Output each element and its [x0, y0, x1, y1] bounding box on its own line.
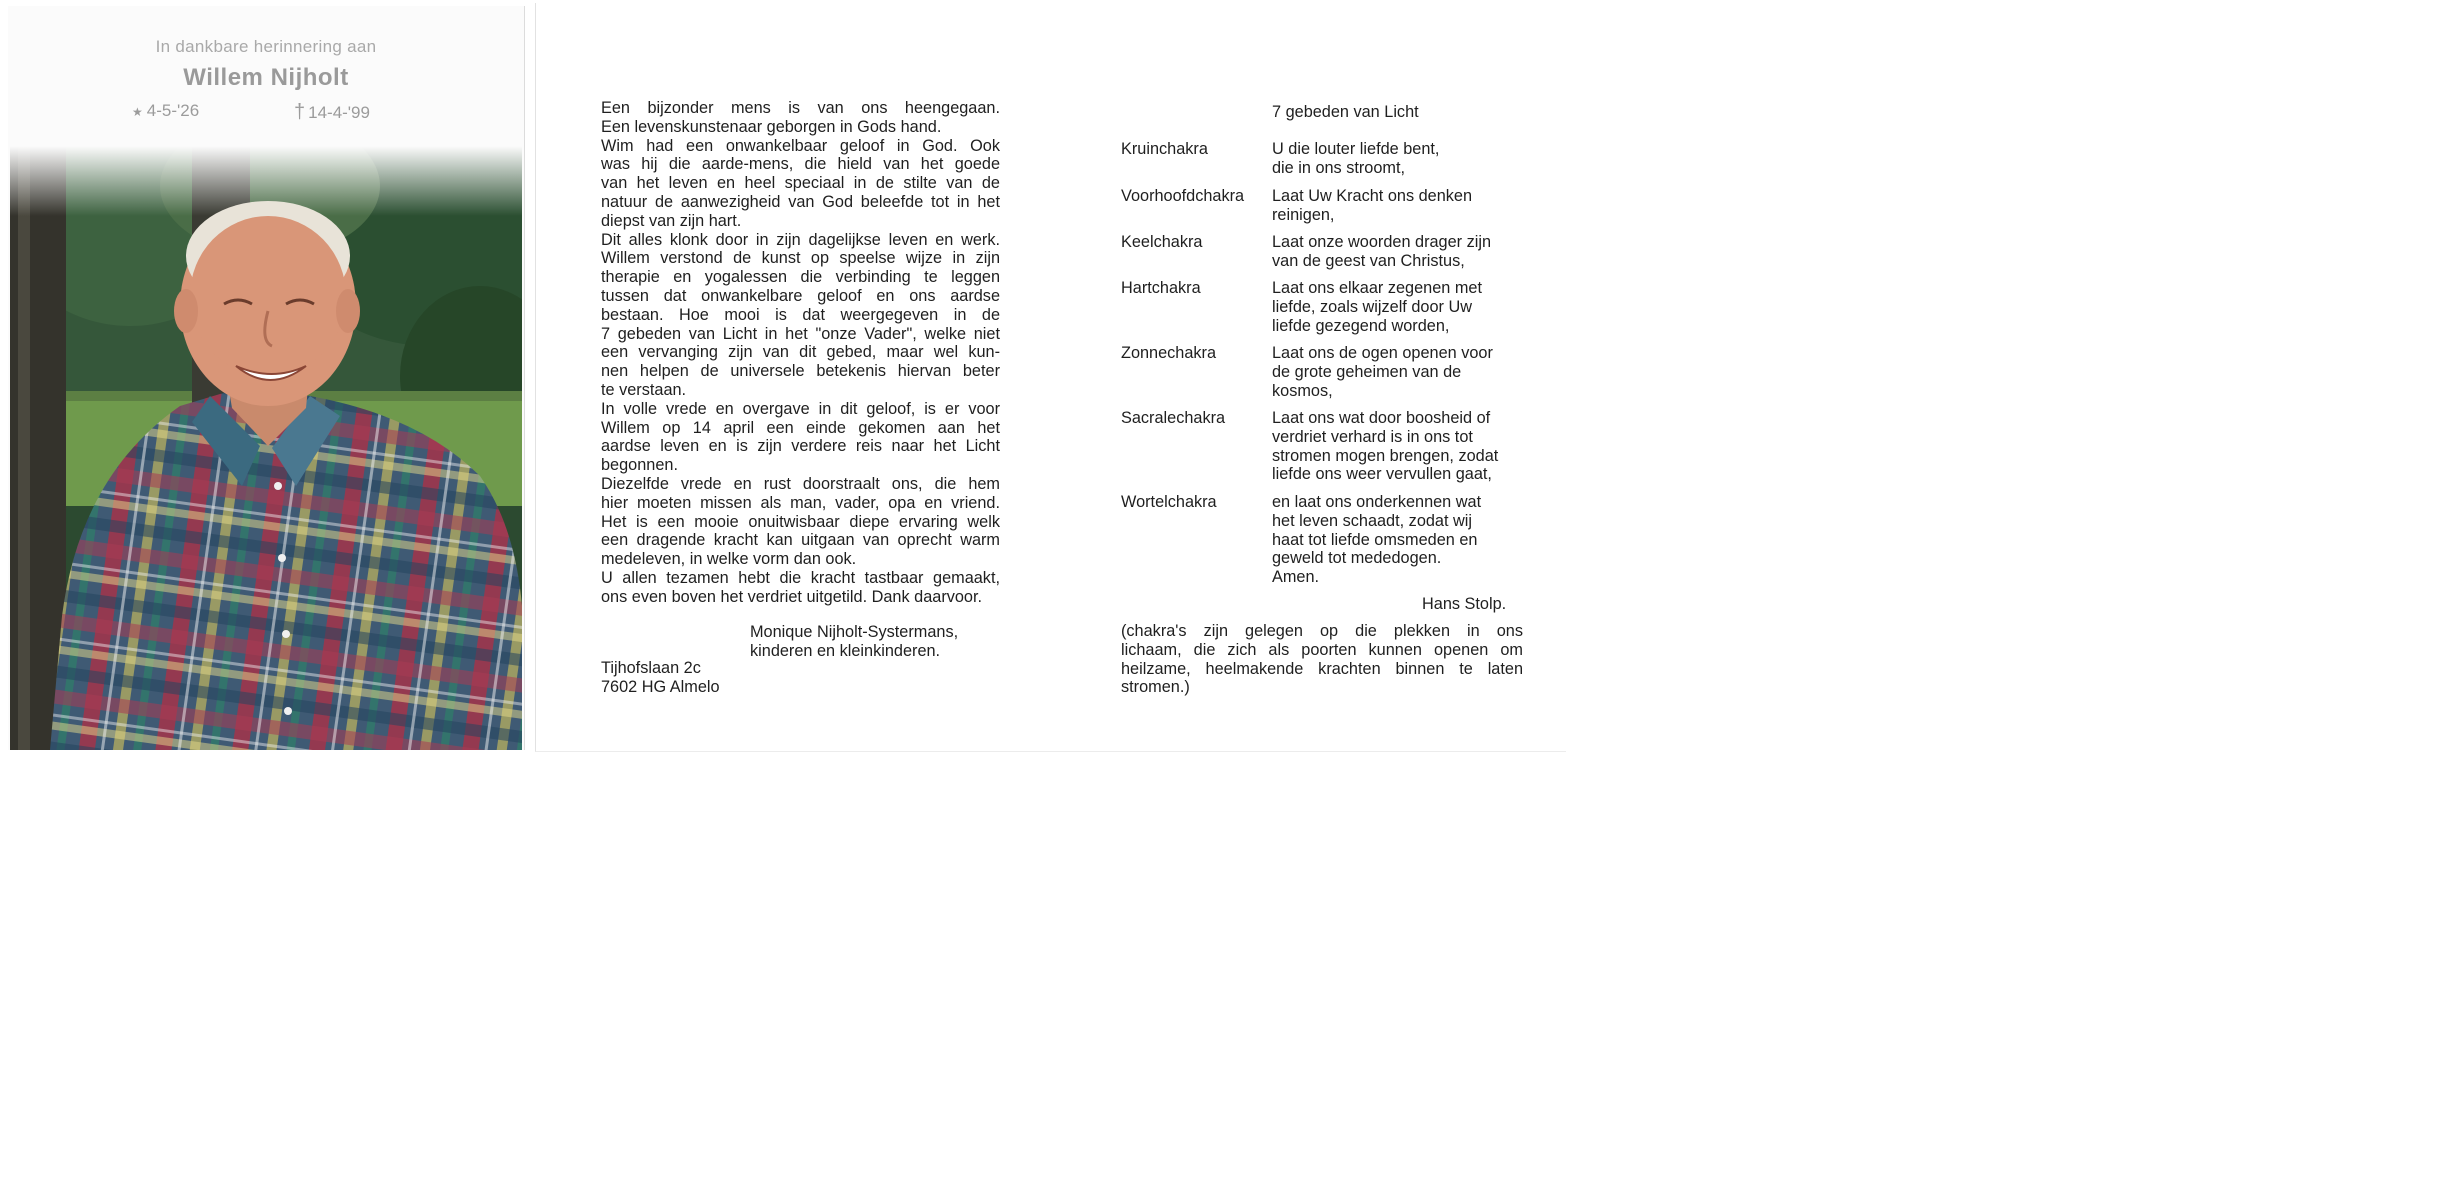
prayer-verse — [1272, 140, 1532, 178]
address-block — [601, 659, 801, 697]
text-line: Dit alles klonk door in zijn dagelijkse leven en werk. — [601, 230, 1000, 249]
text-line: begonnen. — [601, 456, 678, 475]
text-line: Een bijzonder mens is van ons heengegaan. — [601, 99, 1000, 117]
deceased-name: Willem Nijholt — [183, 64, 349, 91]
prayer-line: liefde gezegend worden, — [1272, 316, 1450, 335]
prayer-line: U die louter liefde bent, — [1272, 140, 1440, 158]
text-line: een vervanging zijn van dit gebed, maar wel kun- — [601, 343, 1000, 362]
text-line: Een levenskunstenaar geborgen in Gods hand. — [601, 117, 942, 136]
prayer-line: Laat onze woorden drager zijn — [1272, 233, 1492, 251]
text-line: therapie en yogalessen die verbinding te leggen — [601, 268, 1000, 287]
text-line: van het leven en heel speciaal in de stilte van de — [601, 174, 1000, 193]
note-line: (chakra's zijn gelegen op die plekken in ons — [1121, 622, 1523, 640]
prayer-line: reinigen, — [1272, 205, 1335, 224]
prayer-verse — [1272, 233, 1532, 271]
intro-text: In dankbare herinnering aan — [155, 37, 377, 56]
chakra-name: Hartchakra — [1121, 279, 1201, 297]
death-date-group — [294, 101, 370, 124]
text-line: 7 gebeden van Licht in het "onze Vader", welke niet — [601, 324, 1000, 343]
prayer-line: kosmos, — [1272, 381, 1333, 400]
text-line: te verstaan. — [601, 380, 687, 399]
prayer-verse — [1272, 344, 1532, 400]
prayer-author: Hans Stolp. — [1422, 595, 1507, 613]
chakra-name: Sacralechakra — [1121, 409, 1226, 427]
text-line: hier moeten missen als man, vader, opa en vriend. — [601, 493, 1000, 512]
text-line: medeleven, in welke vorm dan ook. — [601, 550, 857, 569]
text-line: aardse leven en is zijn verdere reis naar het Licht — [601, 437, 1000, 456]
portrait-photo — [10, 146, 522, 750]
chakra-name: Zonnechakra — [1121, 344, 1217, 362]
text-line: Willem op 14 april een einde gekomen aan het — [601, 418, 1000, 437]
prayer-line: verdriet verhard is in ons tot — [1272, 427, 1473, 446]
prayer-line: die in ons stroomt, — [1272, 158, 1406, 177]
text-line: diepst van zijn hart. — [601, 211, 742, 230]
birth-date-group — [132, 101, 199, 121]
prayer-line: Laat ons de ogen openen voor — [1272, 344, 1493, 362]
death-date: 14-4-'99 — [308, 103, 370, 122]
text-line: een dragende kracht kan uitgaan van oprecht warm — [601, 531, 1000, 550]
prayer-line: stromen mogen brengen, zodat — [1272, 446, 1499, 465]
prayer-line: geweld tot mededogen. — [1272, 549, 1442, 568]
prayer-verse — [1272, 279, 1532, 335]
text-line: was hij die aarde-mens, die hield van het goede — [601, 155, 1000, 174]
address-line: Tijhofslaan 2c — [601, 659, 701, 677]
prayer-line: Laat ons elkaar zegenen met — [1272, 279, 1482, 297]
prayer-line: het leven schaadt, zodat wij — [1272, 511, 1473, 530]
prayer-verse — [1272, 187, 1532, 225]
text-line: tussen dat onwankelbare geloof en ons aardse — [601, 286, 1000, 305]
prayer-title: 7 gebeden van Licht — [1272, 103, 1419, 121]
signature-line: Monique Nijholt-Systermans, — [750, 623, 959, 641]
cross-icon: † — [294, 101, 306, 123]
prayer-line: en laat ons onderkennen wat — [1272, 493, 1482, 511]
prayer-line: liefde, zoals wijzelf door Uw — [1272, 297, 1472, 316]
chakra-name: Voorhoofdchakra — [1121, 187, 1245, 205]
prayer-line: Laat ons wat door boosheid of — [1272, 409, 1491, 427]
prayer-line: Laat Uw Kracht ons denken — [1272, 187, 1473, 205]
address-line: 7602 HG Almelo — [601, 677, 720, 696]
prayer-verse — [1272, 409, 1532, 484]
note-line: stromen.) — [1121, 678, 1190, 697]
prayer-line: Amen. — [1272, 568, 1320, 587]
prayer-line: van de geest van Christus, — [1272, 251, 1465, 270]
note-line: lichaam, die zich als poorten kunnen openen om — [1121, 640, 1523, 659]
signature-block — [750, 623, 1010, 661]
text-line: nen helpen de universele betekenis hiervan beter — [601, 362, 1000, 381]
chakra-name: Wortelchakra — [1121, 493, 1217, 511]
note-line: heilzame, heelmakende krachten binnen te laten — [1121, 659, 1523, 678]
text-line: Wim had een onwankelbaar geloof in God. Ook — [601, 136, 1000, 155]
text-line: natuur de aanwezigheid van God beleefde tot in het — [601, 192, 1000, 211]
text-line: Willem verstond de kunst op speelse wijze in zijn — [601, 249, 1000, 268]
birth-date: 4-5-'26 — [146, 101, 200, 120]
chakra-name: Kruinchakra — [1121, 140, 1208, 158]
text-line: Diezelfde vrede en rust doorstraalt ons, die hem — [601, 474, 1000, 493]
text-line: Het is een mooie onuitwisbaar diepe ervaring welk — [601, 512, 1000, 531]
prayer-line: haat tot liefde omsmeden en — [1272, 530, 1478, 549]
memorial-card-front — [8, 6, 525, 750]
chakra-name: Keelchakra — [1121, 233, 1203, 251]
text-line: U allen tezamen hebt die kracht tastbaar gemaakt, — [601, 568, 1000, 587]
signature-line: kinderen en kleinkinderen. — [750, 641, 941, 660]
obituary-text — [601, 99, 1000, 607]
text-line: bestaan. Hoe mooi is dat weergegeven in de — [601, 305, 1000, 324]
text-line: ons even boven het verdriet uitgetild. Dank daarvoor. — [601, 587, 983, 606]
prayer-line: de grote geheimen van de — [1272, 362, 1462, 381]
star-icon: ★ — [132, 105, 143, 119]
text-line: In volle vrede en overgave in dit geloof, is er voor — [601, 399, 1000, 418]
prayer-verse — [1272, 493, 1532, 587]
chakra-note — [1121, 622, 1523, 697]
prayer-line: liefde ons weer vervullen gaat, — [1272, 465, 1492, 484]
